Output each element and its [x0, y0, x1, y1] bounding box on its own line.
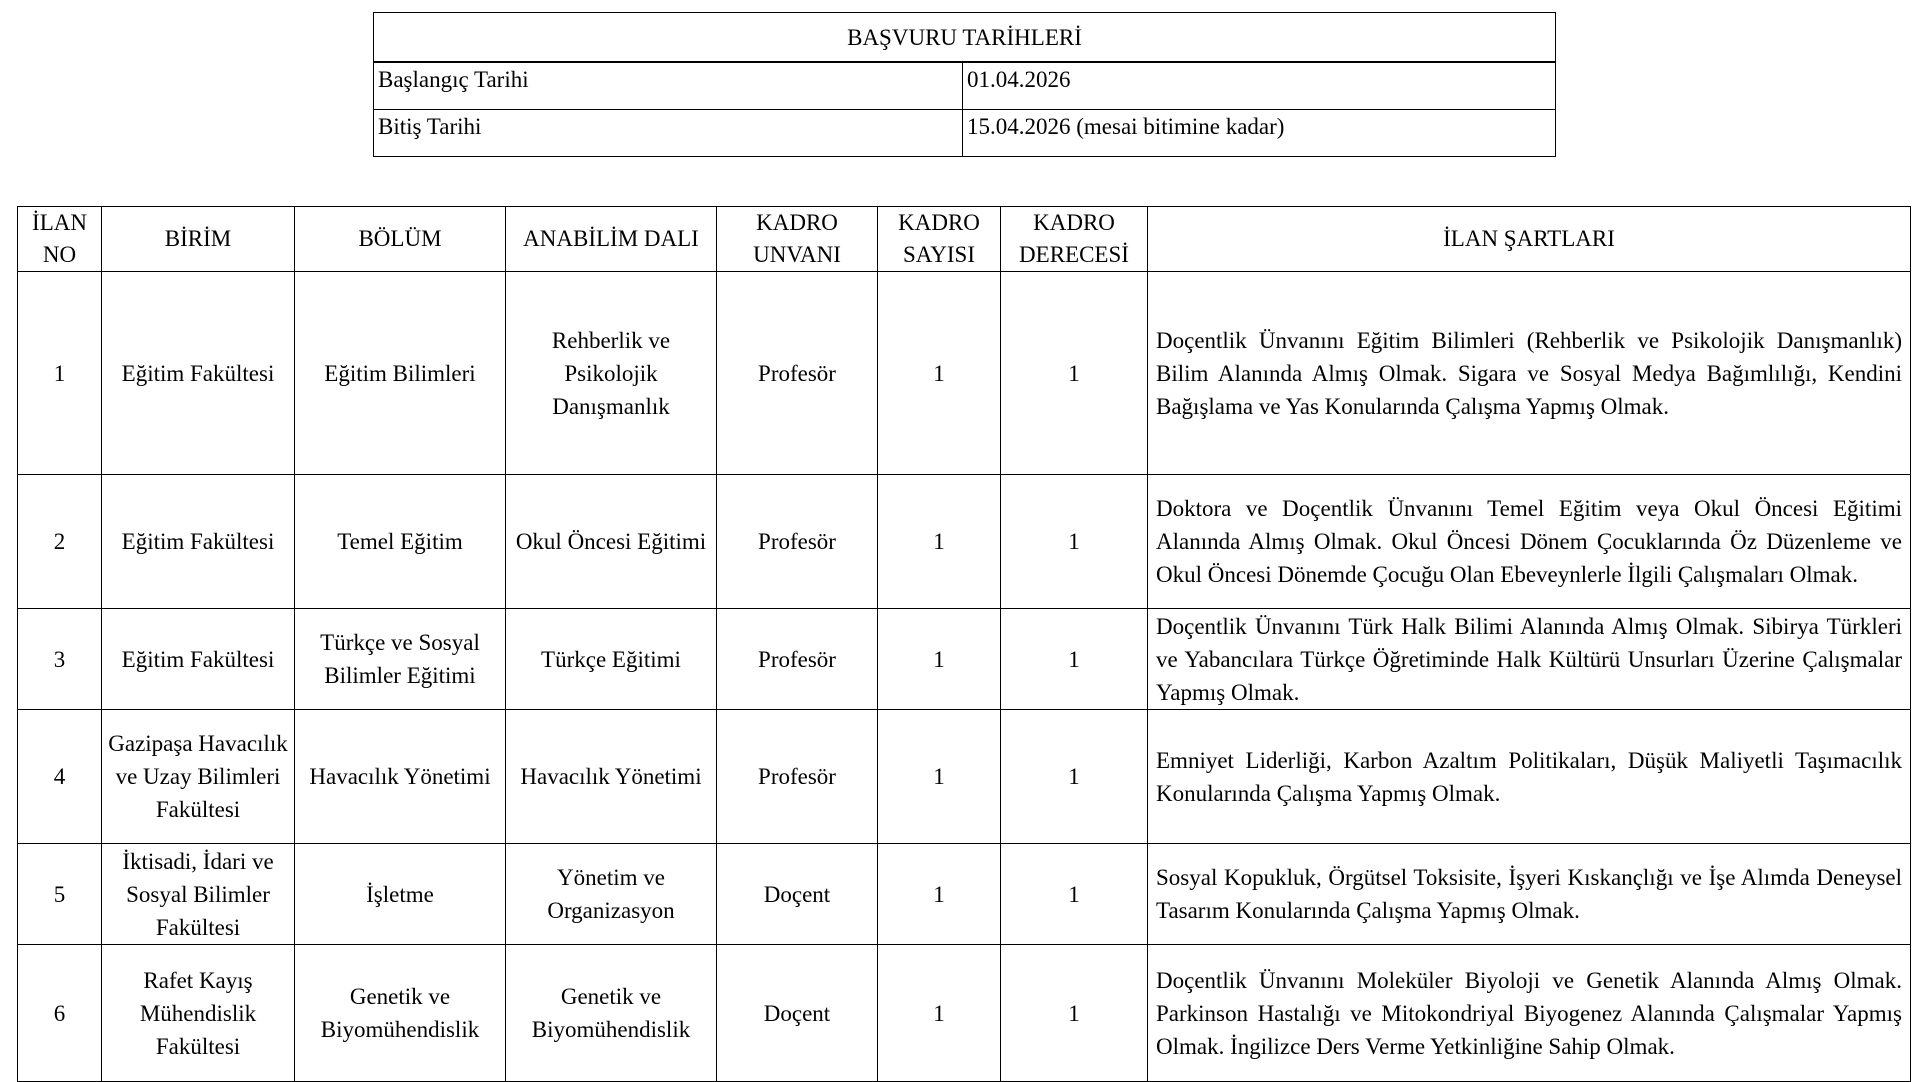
start-date-label: Başlangıç Tarihi	[374, 62, 963, 110]
start-date-value: 01.04.2026	[963, 62, 1556, 110]
cell-anabilim-dali: Yönetim ve Organizasyon	[506, 844, 717, 945]
table-row	[18, 844, 1911, 945]
table-row	[18, 945, 1911, 1082]
cell-birim: Eğitim Fakültesi	[102, 475, 295, 609]
cell-ilan-sartlari: Doçentlik Ünvanını Eğitim Bilimleri (Rehberlik ve Psikolojik Danışmanlık) Bilim Alanında Almış Olmak. Sigara ve Sosyal Medya Bağımlılığı, Kendini Bağışlama ve Yas Konularında Çalışma Yapmış Olmak.	[1148, 272, 1911, 475]
cell-kadro-unvani: Doçent	[717, 945, 878, 1082]
cell-kadro-derecesi: 1	[1001, 475, 1148, 609]
header-bolum: BÖLÜM	[295, 207, 506, 272]
cell-birim: Eğitim Fakültesi	[102, 609, 295, 710]
header-kadro-derecesi: KADRO DERECESİ	[1001, 207, 1148, 272]
cell-bolum: Genetik ve Biyomühendislik	[295, 945, 506, 1082]
cell-bolum: İşletme	[295, 844, 506, 945]
cell-ilan-sartlari: Doçentlik Ünvanını Moleküler Biyoloji ve Genetik Alanında Almış Olmak. Parkinson Hastalığı ve Mitokondriyal Biyogenez Alanında Çalışmalar Yapmış Olmak. İngilizce Ders Verme Yetkinliğine Sahip Olmak.	[1148, 945, 1911, 1082]
end-date-value: 15.04.2026 (mesai bitimine kadar)	[963, 110, 1556, 157]
cell-kadro-derecesi: 1	[1001, 945, 1148, 1082]
cell-birim: Rafet Kayış Mühendislik Fakültesi	[102, 945, 295, 1082]
cell-birim: Eğitim Fakültesi	[102, 272, 295, 475]
cell-kadro-sayisi: 1	[878, 710, 1001, 844]
cell-anabilim-dali: Rehberlik ve Psikolojik Danışmanlık	[506, 272, 717, 475]
cell-bolum: Türkçe ve Sosyal Bilimler Eğitimi	[295, 609, 506, 710]
cell-kadro-sayisi: 1	[878, 844, 1001, 945]
table-row	[18, 609, 1911, 710]
cell-anabilim-dali: Okul Öncesi Eğitimi	[506, 475, 717, 609]
table-row	[18, 272, 1911, 475]
cell-ilan-sartlari: Doçentlik Ünvanını Türk Halk Bilimi Alanında Almış Olmak. Sibirya Türkleri ve Yabancılara Türkçe Öğretiminde Halk Kültürü Unsurları Üzerine Çalışmalar Yapmış Olmak.	[1148, 609, 1911, 710]
table-header-row	[18, 207, 1911, 272]
header-anabilim-dali: ANABİLİM DALI	[506, 207, 717, 272]
application-dates-table	[373, 12, 1556, 157]
cell-kadro-unvani: Profesör	[717, 609, 878, 710]
cell-ilan-no: 4	[18, 710, 102, 844]
header-ilan-sartlari: İLAN ŞARTLARI	[1148, 207, 1911, 272]
positions-table	[17, 206, 1911, 1082]
cell-bolum: Eğitim Bilimleri	[295, 272, 506, 475]
header-kadro-sayisi: KADRO SAYISI	[878, 207, 1001, 272]
table-row	[18, 475, 1911, 609]
cell-ilan-no: 3	[18, 609, 102, 710]
cell-bolum: Havacılık Yönetimi	[295, 710, 506, 844]
cell-kadro-sayisi: 1	[878, 609, 1001, 710]
table-row	[18, 710, 1911, 844]
cell-kadro-derecesi: 1	[1001, 844, 1148, 945]
cell-kadro-unvani: Doçent	[717, 844, 878, 945]
cell-ilan-no: 1	[18, 272, 102, 475]
header-birim: BİRİM	[102, 207, 295, 272]
cell-ilan-no: 5	[18, 844, 102, 945]
end-date-label: Bitiş Tarihi	[374, 110, 963, 157]
cell-kadro-sayisi: 1	[878, 272, 1001, 475]
cell-anabilim-dali: Türkçe Eğitimi	[506, 609, 717, 710]
cell-kadro-unvani: Profesör	[717, 475, 878, 609]
cell-ilan-no: 2	[18, 475, 102, 609]
cell-kadro-unvani: Profesör	[717, 272, 878, 475]
dates-title: BAŞVURU TARİHLERİ	[374, 13, 1556, 63]
cell-kadro-unvani: Profesör	[717, 710, 878, 844]
cell-ilan-sartlari: Doktora ve Doçentlik Ünvanını Temel Eğitim veya Okul Öncesi Eğitimi Alanında Almış Olmak. Okul Öncesi Dönem Çocuklarında Öz Düzenleme ve Okul Öncesi Dönemde Çocuğu Olan Ebeveynlerle İlgili Çalışmaları Olmak.	[1148, 475, 1911, 609]
cell-ilan-sartlari: Emniyet Liderliği, Karbon Azaltım Politikaları, Düşük Maliyetli Taşımacılık Konularında Çalışma Yapmış Olmak.	[1148, 710, 1911, 844]
cell-anabilim-dali: Genetik ve Biyomühendislik	[506, 945, 717, 1082]
cell-anabilim-dali: Havacılık Yönetimi	[506, 710, 717, 844]
cell-kadro-derecesi: 1	[1001, 609, 1148, 710]
cell-kadro-sayisi: 1	[878, 945, 1001, 1082]
cell-ilan-no: 6	[18, 945, 102, 1082]
cell-birim: İktisadi, İdari ve Sosyal Bilimler Fakültesi	[102, 844, 295, 945]
cell-kadro-sayisi: 1	[878, 475, 1001, 609]
cell-ilan-sartlari: Sosyal Kopukluk, Örgütsel Toksisite, İşyeri Kıskançlığı ve İşe Alımda Deneysel Tasarım Konularında Çalışma Yapmış Olmak.	[1148, 844, 1911, 945]
cell-bolum: Temel Eğitim	[295, 475, 506, 609]
cell-birim: Gazipaşa Havacılık ve Uzay Bilimleri Fakültesi	[102, 710, 295, 844]
cell-kadro-derecesi: 1	[1001, 710, 1148, 844]
header-ilan-no: İLAN NO	[18, 207, 102, 272]
header-kadro-unvani: KADRO UNVANI	[717, 207, 878, 272]
cell-kadro-derecesi: 1	[1001, 272, 1148, 475]
